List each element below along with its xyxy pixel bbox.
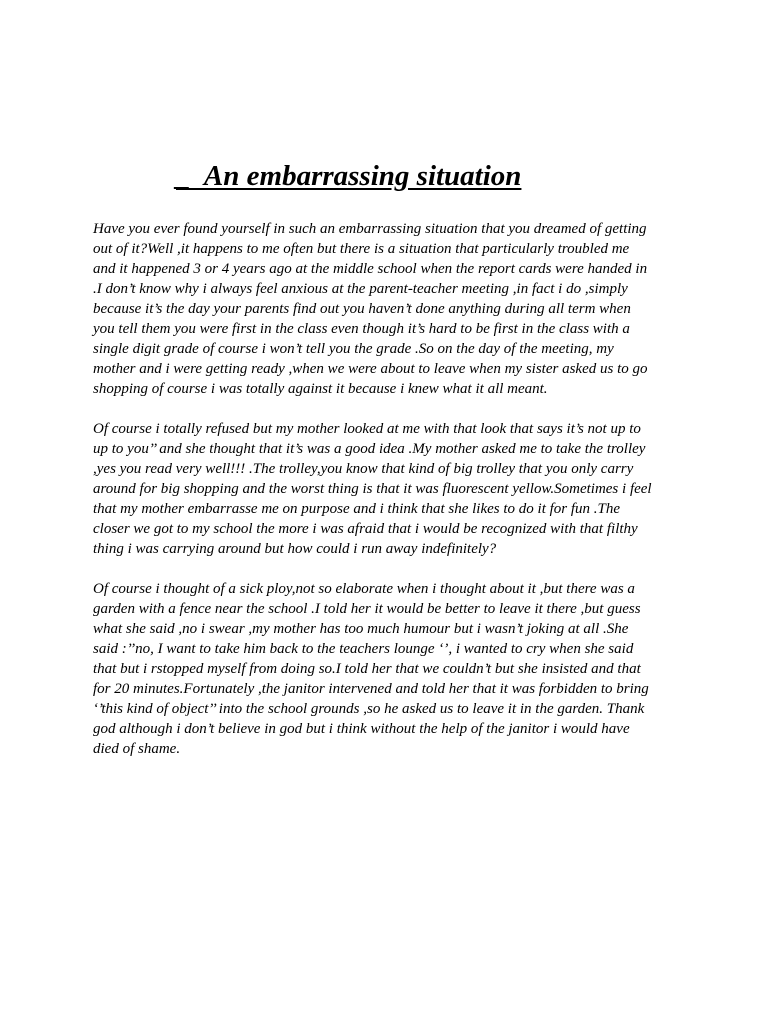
paragraph-3: [93, 579, 693, 759]
text-line: Of course i totally refused but my mother looked at me with that look that says it’s not up to: [93, 421, 641, 437]
document-title: _ An embarrassing situation: [176, 160, 522, 192]
document-body: [93, 219, 693, 779]
text-line: out of it?Well ,it happens to me often but there is a situation that particularly troubled me: [93, 241, 630, 257]
paragraph-2: [93, 419, 693, 559]
text-line: for 20 minutes.Fortunately ,the janitor intervened and told her that it was forbidden to bring: [93, 681, 649, 697]
text-line: that my mother embarrasse me on purpose and i think that she likes to do it for fun .The: [93, 501, 621, 517]
text-line: said :’’no, I want to take him back to the teachers lounge ‘’, i wanted to cry when she said: [93, 641, 634, 657]
text-line: garden with a fence near the school .I told her it would be better to leave it there ,but guess: [93, 601, 641, 617]
text-line: what she said ,no i swear ,my mother has too much humour but i wasn’t joking at all .She: [93, 621, 629, 637]
text-line: around for big shopping and the worst thing is that it was fluorescent yellow.Sometimes i feel: [93, 481, 652, 497]
text-line: up to you’’ and she thought that it’s was a good idea .My mother asked me to take the trolley: [93, 441, 646, 457]
text-line: single digit grade of course i won’t tell you the grade .So on the day of the meeting, my: [93, 341, 614, 357]
text-line: closer we got to my school the more i was afraid that i would be recognized with that filthy: [93, 521, 638, 537]
text-line: shopping of course i was totally against it because i knew what it all meant.: [93, 381, 548, 397]
text-line: that but i rstopped myself from doing so.I told her that we couldn’t but she insisted and that: [93, 661, 641, 677]
text-line: mother and i were getting ready ,when we were about to leave when my sister asked us to go: [93, 361, 648, 377]
paragraph-1: [93, 219, 693, 399]
text-line: you tell them you were first in the class even though it’s hard to be first in the class with a: [93, 321, 630, 337]
text-line: .I don’t know why i always feel anxious at the parent-teacher meeting ,in fact i do ,simply: [93, 281, 628, 297]
text-line: and it happened 3 or 4 years ago at the middle school when the report cards were handed in: [93, 261, 648, 277]
text-line: thing i was carrying around but how could i run away indefinitely?: [93, 541, 497, 557]
text-line: god although i don’t believe in god but i think without the help of the janitor i would have: [93, 721, 630, 737]
text-line: ‘’this kind of object’’ into the school grounds ,so he asked us to leave it in the garden. Thank: [93, 701, 645, 717]
text-line: died of shame.: [93, 741, 181, 757]
text-line: ,yes you read very well!!! .The trolley,you know that kind of big trolley that you only carry: [93, 461, 634, 477]
text-line: because it’s the day your parents find out you haven’t done anything during all term when: [93, 301, 631, 317]
text-line: Have you ever found yourself in such an embarrassing situation that you dreamed of getting: [93, 221, 647, 237]
text-line: Of course i thought of a sick ploy,not so elaborate when i thought about it ,but there was a: [93, 581, 635, 597]
